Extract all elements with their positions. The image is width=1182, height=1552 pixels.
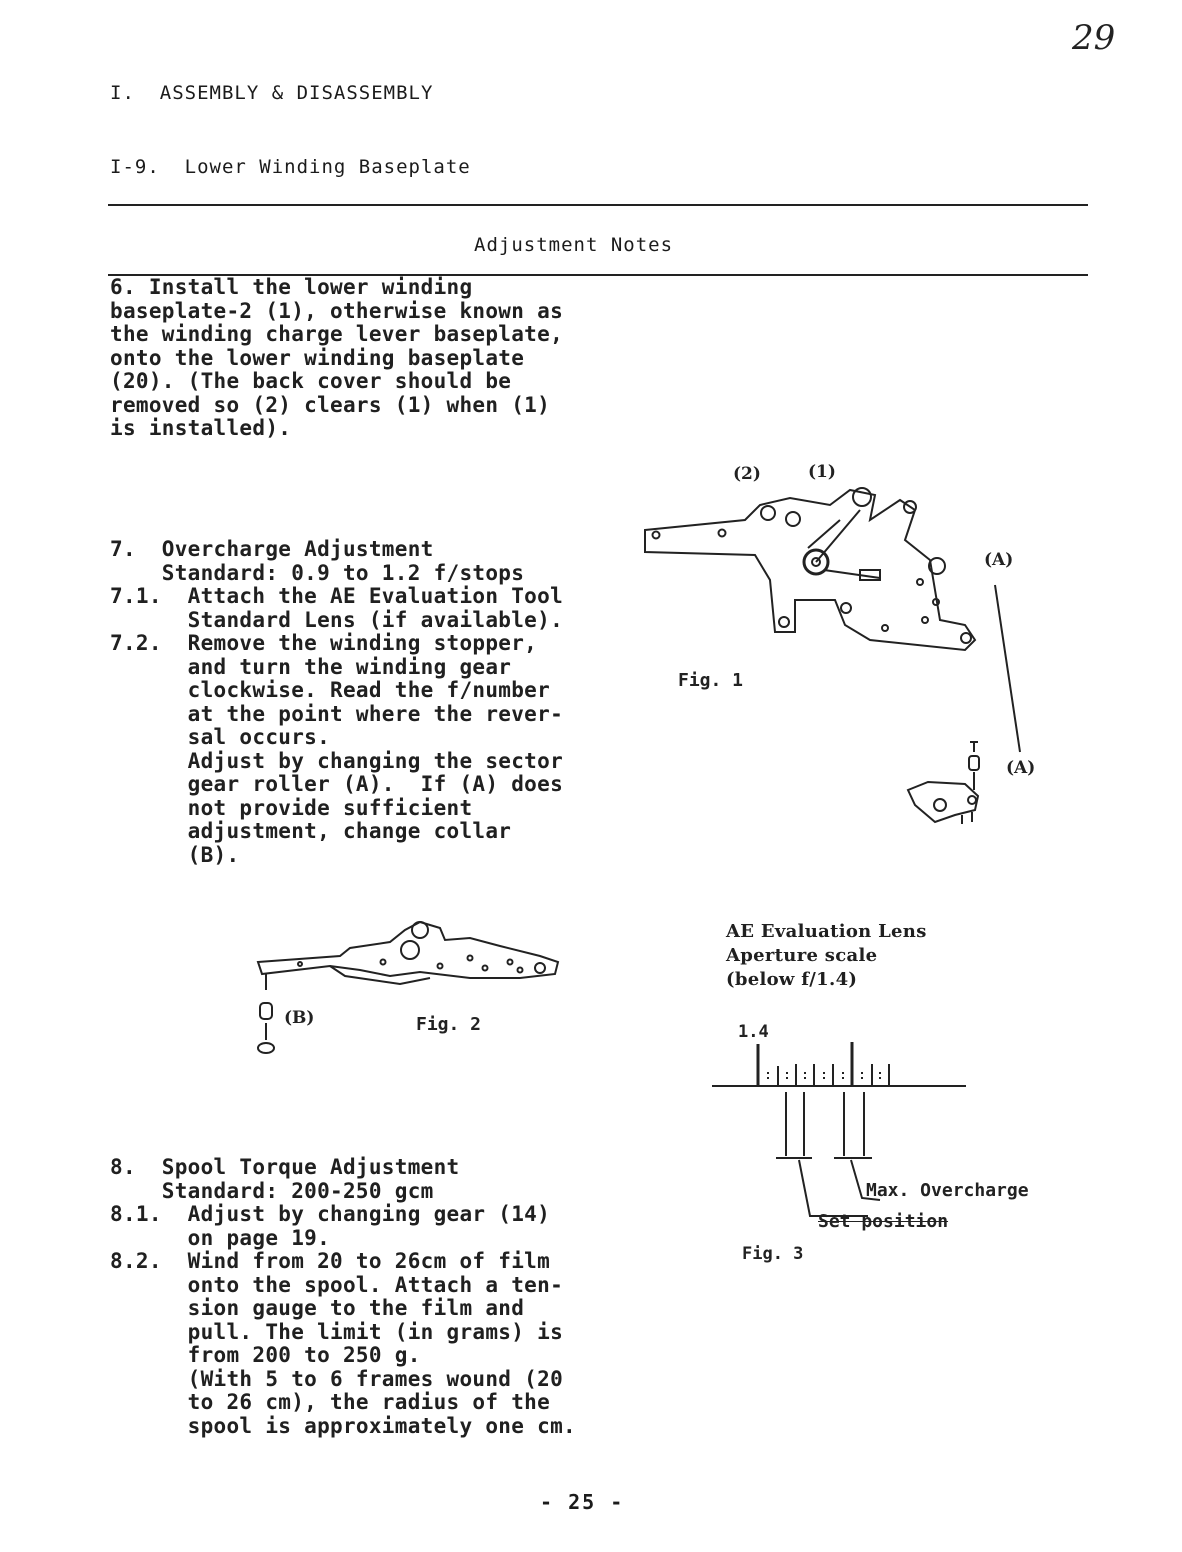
fig1-label-a-bottom: (A) (1006, 758, 1036, 778)
fig1-label-1: (1) (808, 462, 836, 482)
section-title: I. ASSEMBLY & DISASSEMBLY (110, 82, 434, 104)
notes-heading: Adjustment Notes (474, 234, 674, 256)
handwritten-page-number: 29 (1072, 18, 1116, 58)
fig1-label-2: (2) (733, 464, 761, 484)
fig2-label-b: (B) (284, 1008, 315, 1028)
subsection-title: I-9. Lower Winding Baseplate (110, 156, 471, 178)
step-8-text: 8. Spool Torque Adjustment Standard: 200-250 gcm 8.1. Adjust by changing gear (14) on page 19. 8.2. Wind from 20 to 26cm of film onto the spool. Attach a ten- sion gauge to the film and pull. The limit (in grams) is from 200 to 250 g. (With 5 to 6 frames wound (20 to 26 cm), the radius of the spool is approximately one cm. (110, 1155, 576, 1438)
fig3-scale-label: 1.4 (738, 1022, 769, 1042)
fig3-title: AE Evaluation Lens Aperture scale (below f/1.4) (726, 921, 927, 990)
fig1-label-a-top: (A) (984, 550, 1014, 570)
fig3-caption: Fig. 3 (742, 1244, 804, 1264)
fig3-set-position-label: Set position (818, 1211, 949, 1232)
step-7-text: 7. Overcharge Adjustment Standard: 0.9 to 1.2 f/stops 7.1. Attach the AE Evaluation Tool Standard Lens (if available). 7.2. Remove the winding stopper, and turn the winding gear clockwise. Read the f/number at the point where the rever- sal occurs. Adjust by changing the sector gear roller (A). If (A) does not provide sufficient adjustment, change collar (B). (110, 537, 564, 867)
step-6-text: 6. Install the lower winding baseplate-2 (1), otherwise known as the winding charge lever baseplate, onto the lower winding baseplate (20). (The back cover should be removed so (2) clears (1) when (1) is installed). (110, 275, 564, 440)
fig1-caption: Fig. 1 (678, 670, 744, 691)
fig3-max-overcharge-label: Max. Overcharge (866, 1180, 1029, 1201)
page-number: - 25 - (540, 1490, 625, 1514)
fig3-scale-drawing (0, 1000, 1182, 1250)
fig2-caption: Fig. 2 (416, 1014, 482, 1035)
fig1-roller-detail (908, 742, 979, 824)
